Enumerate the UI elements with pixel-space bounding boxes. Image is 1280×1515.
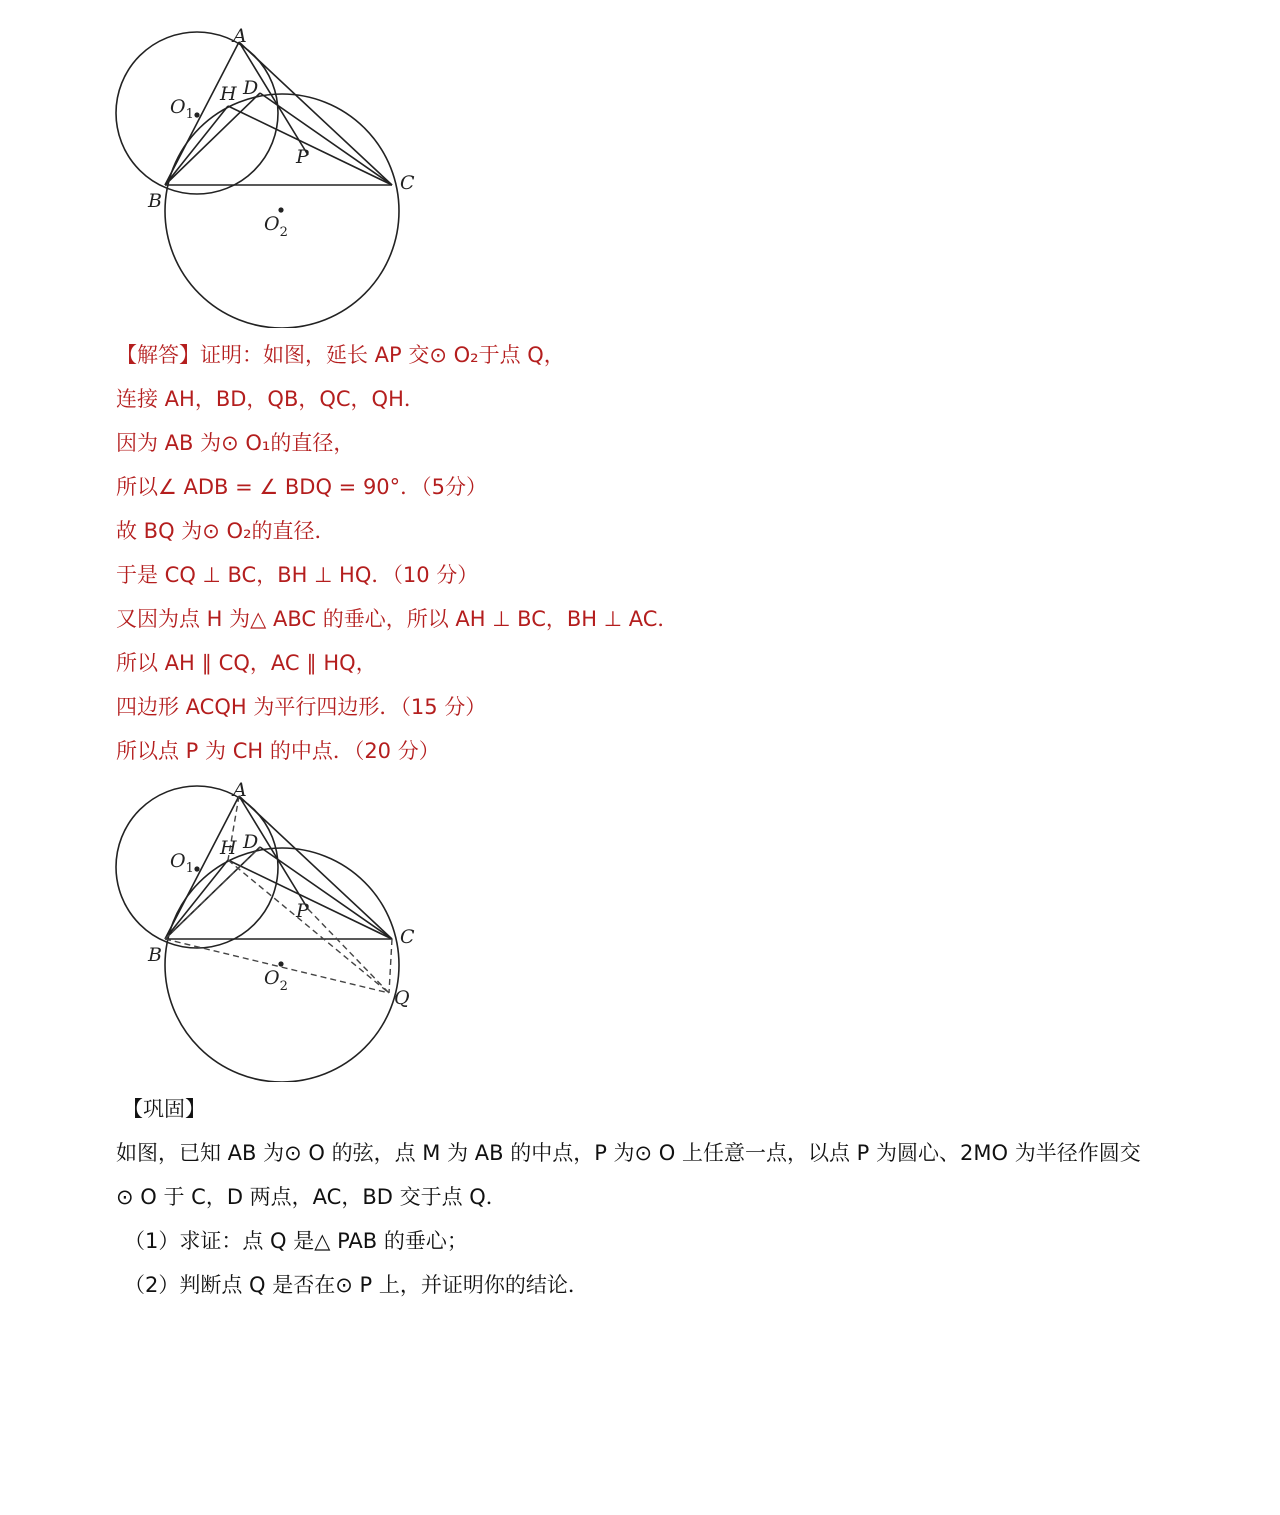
label-a: A	[233, 25, 247, 47]
label-c: C	[400, 172, 415, 194]
segment-dc	[260, 93, 392, 185]
point-o2	[278, 961, 283, 966]
segment-dc	[260, 847, 392, 939]
solution-line-1	[116, 338, 1116, 382]
solution-line-10: 所以点 P 为 CH 的中点．（20 分）	[116, 739, 440, 763]
label-o1: $O_1$	[170, 96, 194, 122]
label-h: H	[220, 83, 237, 105]
segment-ac	[239, 42, 392, 185]
solution-line-3: 因为 AB 为⊙ O₁的直径，	[116, 431, 355, 455]
label-h: H	[220, 837, 237, 859]
point-o1	[194, 112, 199, 117]
dashed-pq	[308, 909, 389, 993]
solution-line-2: 连接 AH，BD，QB，QC，QH．	[116, 387, 425, 411]
label-d: D	[243, 831, 259, 853]
problem-part-1: （1）求证：点 Q 是△ PAB 的垂心；	[124, 1229, 468, 1253]
solution-block	[116, 338, 1116, 778]
label-b: B	[148, 190, 162, 212]
dashed-cq	[389, 939, 392, 993]
solution-line-text: 证明：如图，延长 AP 交⊙ O₂于点 Q，	[200, 343, 565, 367]
solution-lead: 【解答】	[116, 343, 200, 367]
consolidation-heading: 【巩固】	[122, 1097, 206, 1121]
label-b: B	[148, 944, 162, 966]
solution-line-8: 所以 AH ∥ CQ，AC ∥ HQ，	[116, 651, 377, 675]
problem-part-2: （2）判断点 Q 是否在⊙ P 上，并证明你的结论．	[124, 1273, 589, 1297]
geometry-diagram-1	[100, 18, 440, 328]
point-o2	[278, 207, 283, 212]
point-o1	[194, 866, 199, 871]
label-o2: $O_2$	[264, 213, 288, 240]
label-d: D	[243, 77, 259, 99]
label-p: P	[296, 146, 309, 168]
problem-line-1: 如图，已知 AB 为⊙ O 的弦，点 M 为 AB 的中点，P 为⊙ O 上任意一点，以点 P 为圆心、2MO 为半径作圆交	[116, 1141, 1141, 1165]
label-a: A	[233, 779, 247, 801]
label-p: P	[296, 900, 309, 922]
figure-1	[100, 18, 440, 328]
problem-line-2: ⊙ O 于 C，D 两点，AC，BD 交于点 Q．	[116, 1185, 507, 1209]
solution-line-7: 又因为点 H 为△ ABC 的垂心，所以 AH ⊥ BC，BH ⊥ AC．	[116, 607, 679, 631]
solution-line-4: 所以∠ ADB = ∠ BDQ = 90°．（5分）	[116, 475, 488, 499]
label-q: Q	[394, 987, 410, 1009]
solution-line-6: 于是 CQ ⊥ BC，BH ⊥ HQ．（10 分）	[116, 563, 479, 587]
solution-line-9: 四边形 ACQH 为平行四边形．（15 分）	[116, 695, 487, 719]
segment-hc	[228, 106, 392, 185]
label-o2: $O_2$	[264, 967, 288, 994]
geometry-diagram-2	[100, 772, 440, 1082]
solution-line-5: 故 BQ 为⊙ O₂的直径．	[116, 519, 336, 543]
figure-2	[100, 772, 440, 1082]
consolidation-block	[116, 1092, 1196, 1312]
label-c: C	[400, 926, 415, 948]
label-o1: $O_1$	[170, 850, 194, 876]
